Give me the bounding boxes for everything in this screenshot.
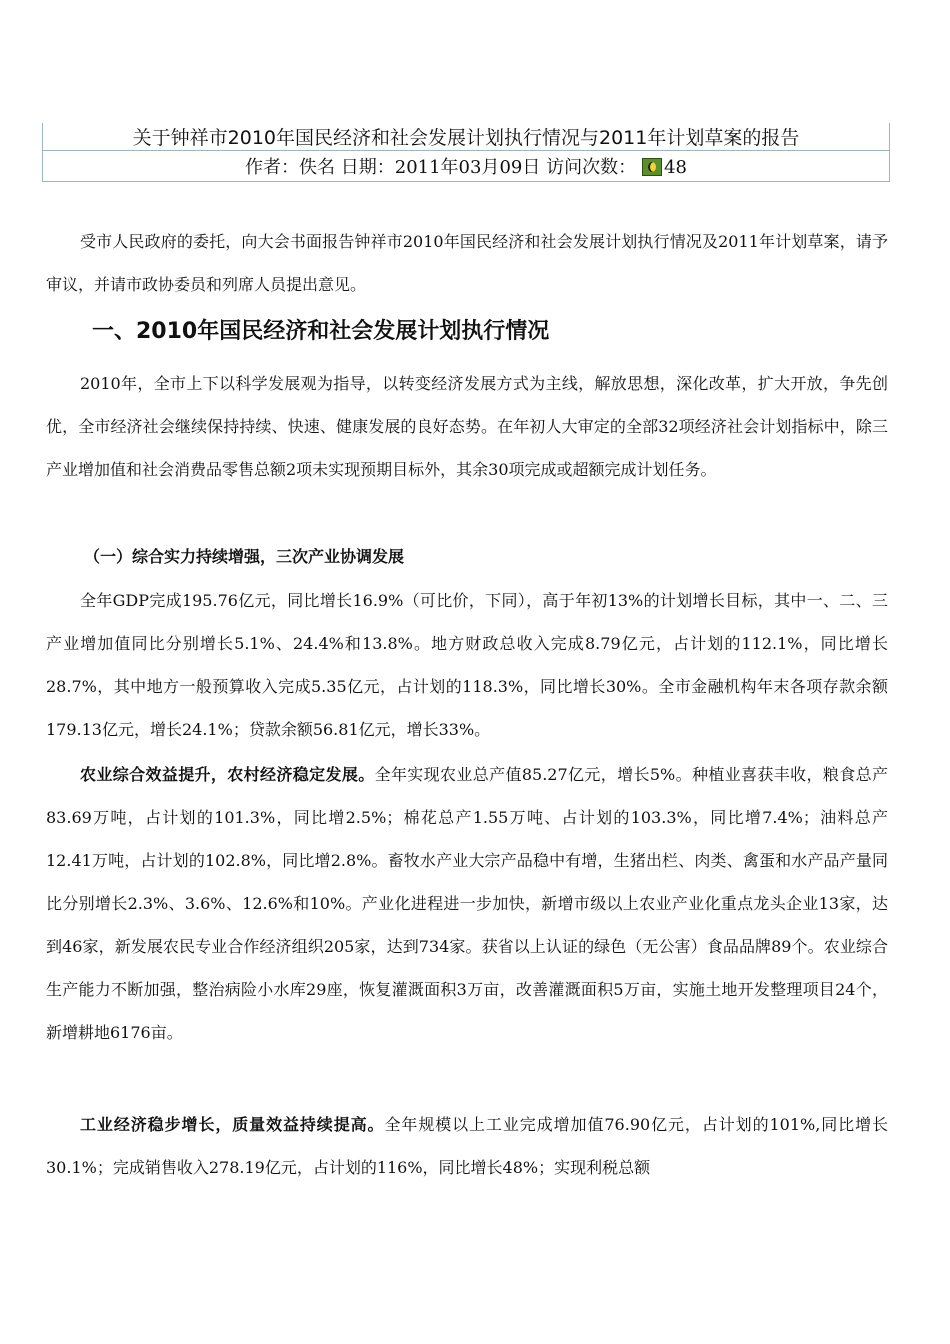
industry-text [46, 1103, 888, 1189]
intro-paragraph [46, 220, 888, 306]
overview-paragraph [46, 362, 888, 491]
section-heading: 一、2010年国民经济和社会发展计划执行情况 [92, 319, 550, 344]
document-title: 关于钟祥市2010年国民经济和社会发展计划执行情况与2011年计划草案的报告 [132, 127, 800, 149]
industry-paragraph [46, 1103, 888, 1189]
magnifier-views-icon [642, 158, 662, 176]
overview-text: 2010年，全市上下以科学发展观为指导，以转变经济发展方式为主线，解放思想，深化改革，扩大开放，争先创优，全市经济社会继续保持持续、快速、健康发展的良好态势。在年初人大审定的全部32项经济社会计划指标中，除三产业增加值和社会消费品零售总额2项未实现预期目标外，其余30项完成或超额完成计划任务。 [46, 374, 888, 479]
industry-body: 全年规模以上工业完成增加值76.90亿元，占计划的101%,同比增长30.1%；完成销售收入278.19亿元，占计划的116%，同比增长48%；实现利税总额 [46, 1115, 888, 1177]
industry-lead: 工业经济稳步增长，质量效益持续提高。 [80, 1115, 385, 1134]
agriculture-lead: 农业综合效益提升，农村经济稳定发展。 [80, 765, 375, 784]
agriculture-paragraph [46, 753, 888, 1054]
intro-text: 受市人民政府的委托，向大会书面报告钟祥市2010年国民经济和社会发展计划执行情况及2011年计划草案，请予审议，并请市政协委员和列席人员提出意见。 [46, 232, 888, 294]
subsection-heading: （一）综合实力持续增强，三次产业协调发展 [84, 547, 405, 566]
agriculture-text [46, 753, 888, 1054]
document-meta [42, 155, 890, 181]
gdp-text: 全年GDP完成195.76亿元，同比增长16.9%（可比价，下同），高于年初13%的计划增长目标，其中一、二、三产业增加值同比分别增长5.1%、24.4%和13.8%。地方财政总收入完成8.79亿元，占计划的112.1%，同比增长28.7%，其中地方一般预算收入完成5.35亿元，占计划的118.3%，同比增长30%。全市金融机构年末各项存款余额179.13亿元，增长24.1%；贷款余额56.81亿元，增长33%。 [46, 591, 888, 739]
meta-author-date: 作者：佚名 日期：2011年03月09日 访问次数： [245, 157, 637, 178]
view-count: 48 [664, 157, 687, 178]
agriculture-body: 全年实现农业总产值85.27亿元，增长5%。种植业喜获丰收，粮食总产83.69万吨，占计划的101.3%，同比增2.5%；棉花总产1.55万吨、占计划的103.3%，同比增7.4%；油料总产12.41万吨，占计划的102.8%，同比增2.8%。畜牧水产业大宗产品稳中有增，生猪出栏、肉类、禽蛋和水产品产量同比分别增长2.3%、3.6%、12.6%和10%。产业化进程进一步加快，新增市级以上农业产业化重点龙头企业13家，达到46家，新发展农民专业合作经济组织205家，达到734家。获省以上认证的绿色（无公害）食品品牌89个。农业综合生产能力不断加强，整治病险小水库29座，恢复灌溉面积3万亩，改善灌溉面积5万亩，实施土地开发整理项目24个，新增耕地6176亩。 [46, 765, 888, 1042]
gdp-paragraph [46, 579, 888, 751]
